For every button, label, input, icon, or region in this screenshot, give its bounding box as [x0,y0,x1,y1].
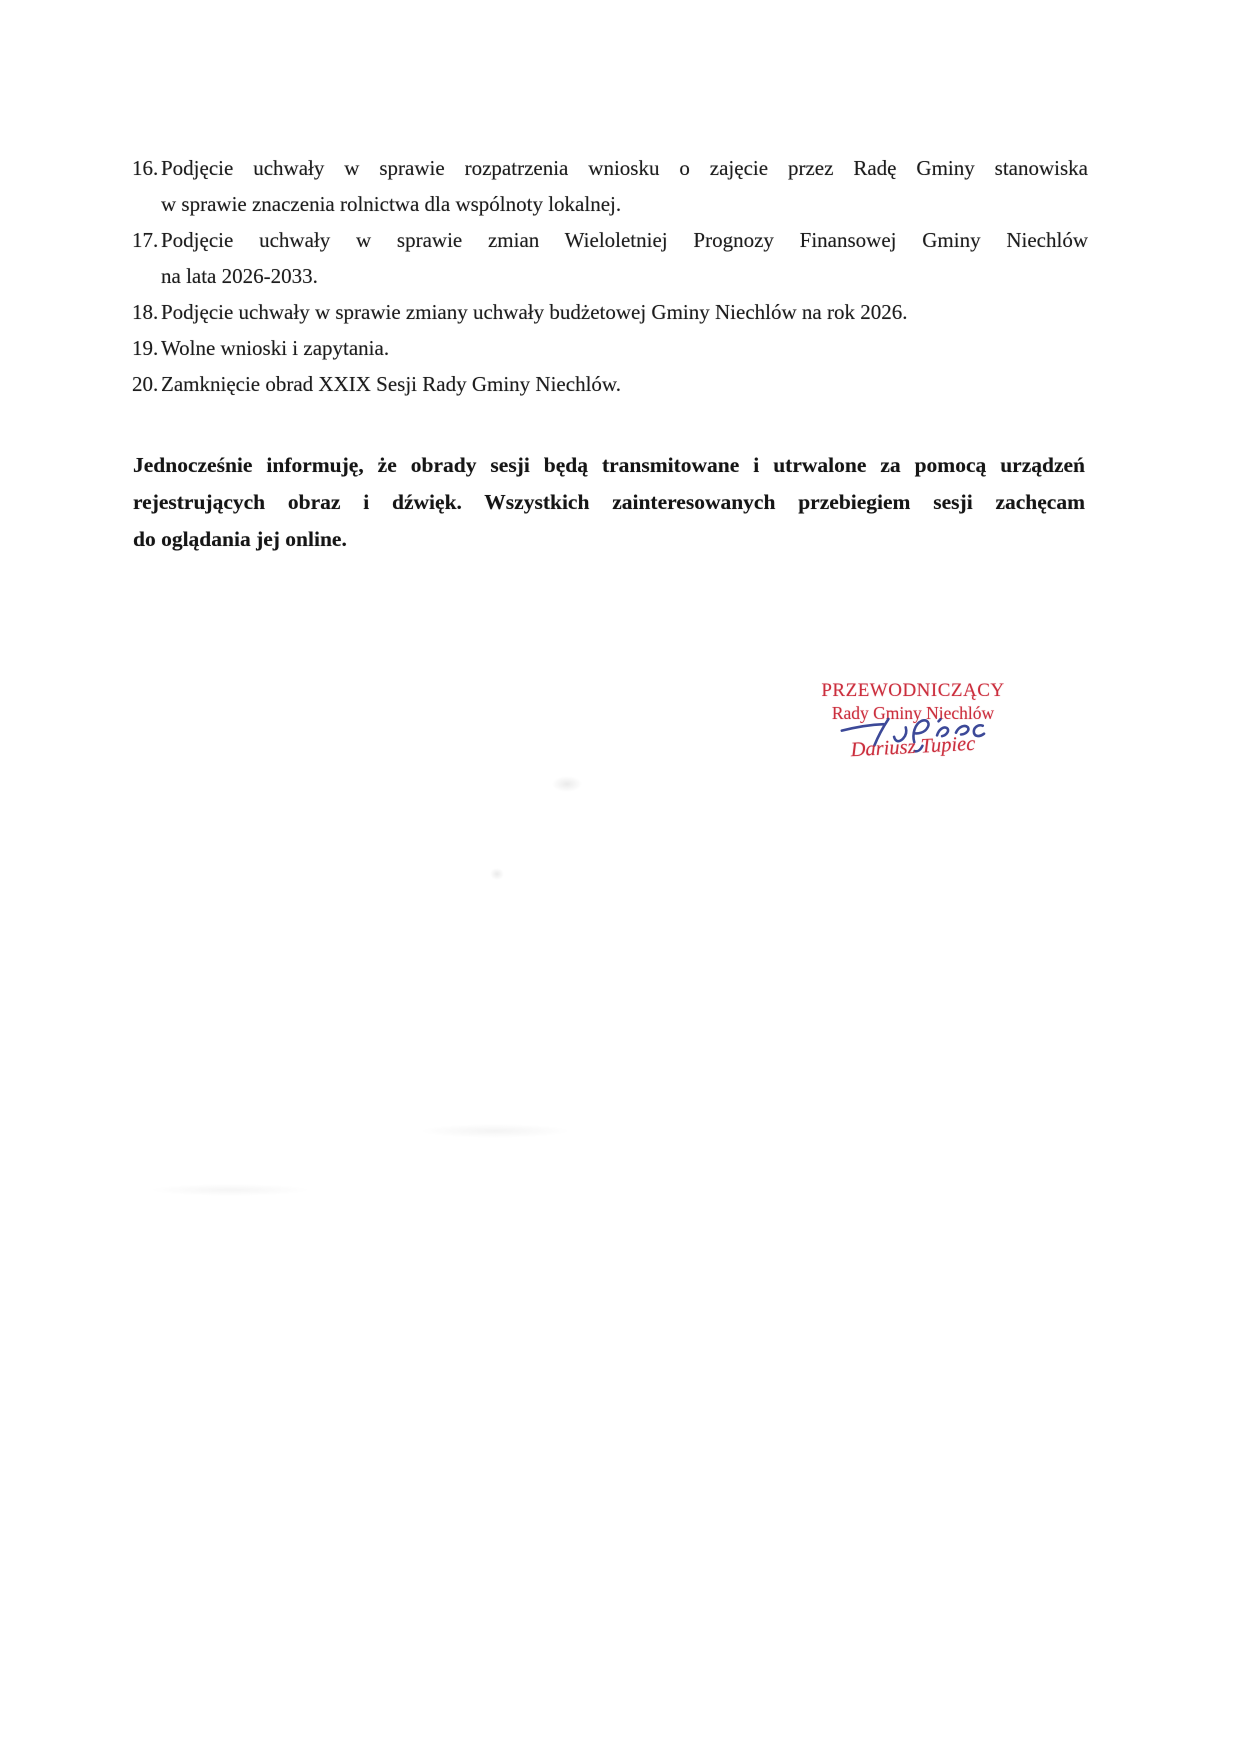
scan-smudge [490,868,504,880]
agenda-item-line: Zamknięcie obrad XXIX Sesji Rady Gminy Niechlów. [161,372,621,396]
closing-paragraph [133,447,1085,558]
agenda-list [132,150,1088,402]
agenda-item-number: 17. [132,228,159,252]
signature-block [810,680,1016,775]
scan-smudge [552,776,582,792]
agenda-item-19 [132,330,1088,366]
closing-paragraph-line: Jednocześnie informuję, że obrady sesji będą transmitowane i utrwalone za pomocą urządzeń [133,453,1085,477]
scan-smudge [150,1184,310,1196]
agenda-item-16 [132,150,1088,222]
agenda-item-line: na lata 2026-2033. [161,264,318,288]
signature-name: Dariusz Tupiec [850,732,976,762]
agenda-item-line: Podjęcie uchwały w sprawie zmian Wieloletniej Prognozy Finansowej Gminy Niechlów [161,228,1088,252]
closing-paragraph-line: do oglądania jej online. [133,527,347,551]
agenda-item-line: w sprawie znaczenia rolnictwa dla wspólnoty lokalnej. [161,192,622,216]
closing-paragraph-line: rejestrujących obraz i dźwięk. Wszystkich zainteresowanych przebiegiem sesji zachęcam [133,490,1085,514]
agenda-item-18 [132,294,1088,330]
agenda-item-number: 16. [132,156,159,180]
scan-smudge [420,1124,570,1138]
agenda-item-number: 19. [132,336,159,360]
agenda-item-line: Wolne wnioski i zapytania. [161,336,390,360]
agenda-item-17 [132,222,1088,294]
agenda-item-line: Podjęcie uchwały w sprawie zmiany uchwały budżetowej Gminy Niechlów na rok 2026. [161,300,908,324]
agenda-item-number: 18. [132,300,159,324]
signature-title: PRZEWODNICZĄCY [821,680,1005,701]
signature-organization: Rady Gminy Niechlów [831,703,995,723]
agenda-item-line: Podjęcie uchwały w sprawie rozpatrzenia wniosku o zajęcie przez Radę Gminy stanowiska [161,156,1088,180]
agenda-item-number: 20. [132,372,159,396]
agenda-item-20 [132,366,1088,402]
